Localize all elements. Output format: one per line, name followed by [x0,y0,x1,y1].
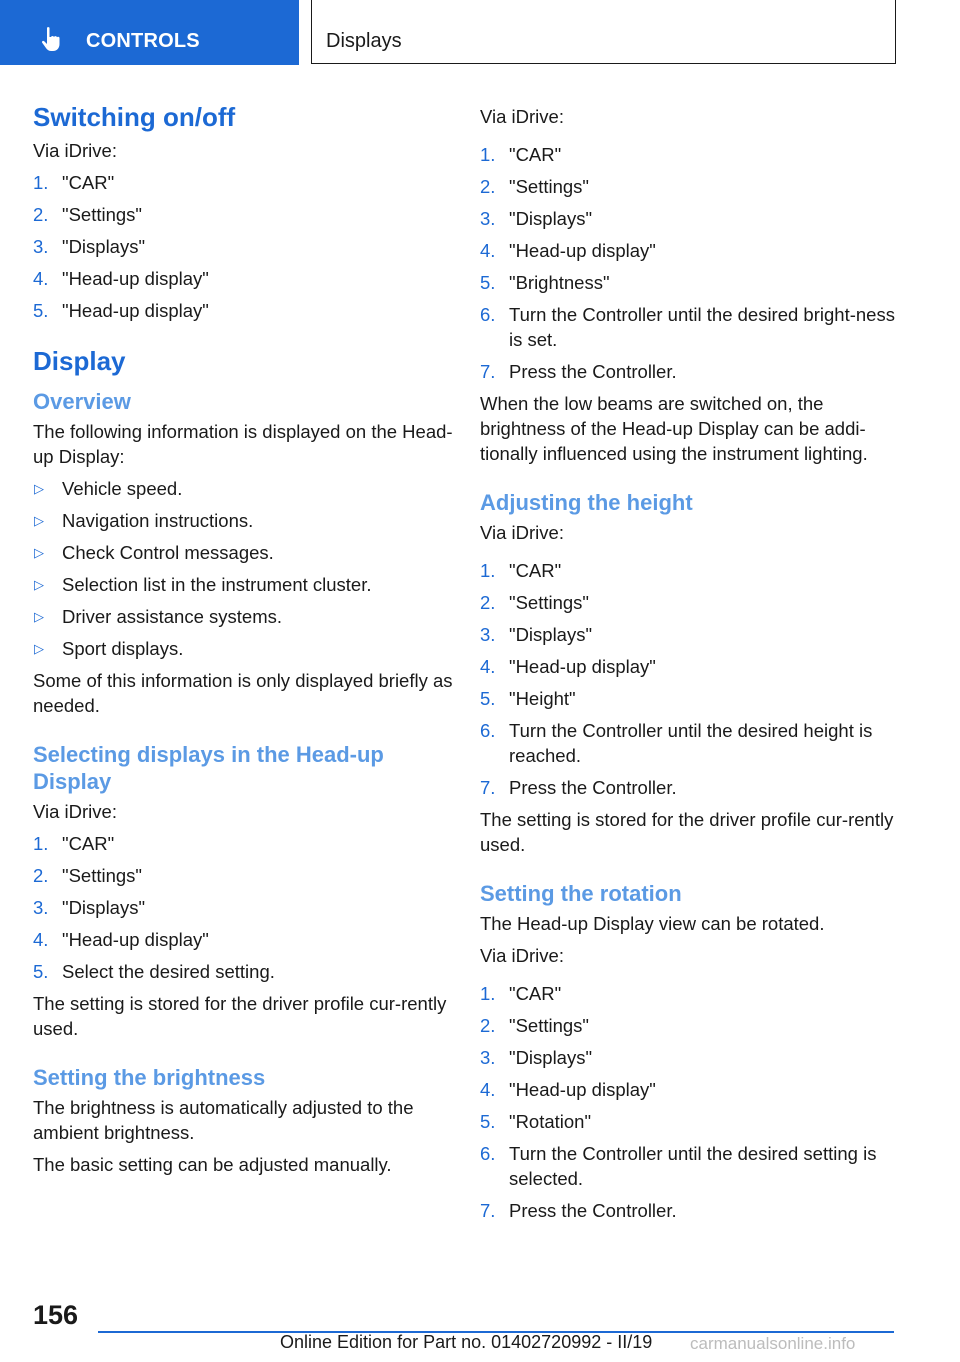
step-text: "Displays" [62,236,146,257]
section-switching [33,100,453,323]
list-item [480,142,900,167]
paragraph: Via iDrive: [33,140,117,161]
list-item [480,1198,900,1223]
list-item [33,298,453,323]
triangle-bullet-icon: ▷ [34,641,44,656]
step-text: "Head-up display" [509,656,656,677]
list-item [480,359,900,384]
numbered-list [33,170,453,323]
list-item [33,508,453,533]
step-text: "CAR" [509,983,562,1004]
section-height [480,489,900,857]
step-number: 4. [480,1079,496,1100]
triangle-bullet-icon: ▷ [34,577,44,592]
watermark: carmanualsonline.info [690,1334,856,1353]
triangle-bullet-icon: ▷ [34,609,44,624]
step-number: 5. [480,688,496,709]
list-item [480,654,900,679]
triangle-bullet-icon: ▷ [34,481,44,496]
right-column [480,104,900,1230]
list-item [33,234,453,259]
step-text: "CAR" [509,560,562,581]
step-text: "Displays" [62,897,146,918]
numbered-list [480,142,900,384]
paragraph: The basic setting can be adjusted manually. [33,1154,392,1175]
step-text: Press the Controller. [509,777,677,798]
bullet-text: Selection list in the instrument cluster. [62,574,372,595]
step-number: 2. [480,1015,496,1036]
numbered-list [480,558,900,800]
heading-switching: Switching on/off [33,102,236,132]
bullet-text: Sport displays. [62,638,184,659]
step-text: Select the desired setting. [62,961,275,982]
heading-display: Display [33,346,126,376]
list-item [33,863,453,888]
heading-selecting-displays: Selecting displays in the Head-up Display [33,742,384,794]
step-number: 7. [480,1200,496,1221]
step-number: 7. [480,777,496,798]
list-item [480,1013,900,1038]
bullet-text: Check Control messages. [62,542,274,563]
step-number: 3. [480,624,496,645]
numbered-list [480,981,900,1223]
list-item [33,831,453,856]
paragraph: The brightness is automatically adjusted to the ambient brightness. [33,1097,414,1143]
bullet-text: Navigation instructions. [62,510,254,531]
list-item [480,590,900,615]
step-text: Turn the Controller until the desired bright-ness is set. [509,304,895,350]
step-number: 3. [480,1047,496,1068]
step-number: 6. [480,304,496,325]
step-number: 6. [480,720,496,741]
step-number: 1. [480,983,496,1004]
header-tab-label: CONTROLS [86,30,200,52]
step-number: 2. [33,865,49,886]
step-text: "Settings" [509,1015,589,1036]
section-overview [33,388,453,718]
step-text: "Settings" [62,204,142,225]
step-number: 3. [33,897,49,918]
section-brightness-continued [480,104,900,466]
paragraph: Via iDrive: [480,522,564,543]
step-number: 4. [480,656,496,677]
step-number: 7. [480,361,496,382]
paragraph: The setting is stored for the driver profile cur-rently used. [480,809,894,855]
step-number: 5. [480,272,496,293]
step-number: 3. [480,208,496,229]
list-item [480,302,900,352]
step-text: "Head-up display" [62,300,209,321]
paragraph: When the low beams are switched on, the brightness of the Head-up Display can be addi-tionally influenced using the instrument lighting. [480,393,868,464]
step-text: "Brightness" [509,272,610,293]
list-item [480,238,900,263]
paragraph: Via iDrive: [480,106,564,127]
step-text: Turn the Controller until the desired height is reached. [509,720,873,766]
list-item [33,202,453,227]
paragraph: The following information is displayed on the Head-up Display: [33,421,453,467]
step-text: "Settings" [509,592,589,613]
section-rotation [480,880,900,1223]
header-section-box [311,0,896,64]
list-item [480,206,900,231]
step-number: 5. [33,300,49,321]
list-item [33,959,453,984]
section-selecting-displays [33,741,453,1041]
list-item [480,558,900,583]
list-item [480,622,900,647]
step-text: "Height" [509,688,576,709]
list-item [480,270,900,295]
step-number: 1. [33,833,49,854]
step-text: "Settings" [62,865,142,886]
step-number: 3. [33,236,49,257]
numbered-list [33,831,453,984]
footer-edition-text: Online Edition for Part no. 01402720992 - II/19 [280,1332,653,1352]
paragraph: The Head-up Display view can be rotated. [480,913,825,934]
list-item [480,1045,900,1070]
step-number: 5. [33,961,49,982]
step-text: "Head-up display" [62,929,209,950]
step-text: "Head-up display" [62,268,209,289]
page-number: 156 [33,1300,79,1330]
step-text: "Displays" [509,1047,593,1068]
step-text: "CAR" [509,144,562,165]
list-item [33,540,453,565]
list-item [33,266,453,291]
step-number: 1. [480,144,496,165]
list-item [480,981,900,1006]
heading-rotation: Setting the rotation [480,881,682,906]
list-item [480,775,900,800]
paragraph: Via iDrive: [480,945,564,966]
list-item [33,927,453,952]
list-item [480,686,900,711]
step-text: Press the Controller. [509,361,677,382]
bullet-list [33,476,453,661]
step-text: "Displays" [509,208,593,229]
step-text: "Settings" [509,176,589,197]
step-number: 2. [33,204,49,225]
list-item [480,1141,900,1191]
list-item [480,1077,900,1102]
header-section-label: Displays [326,30,402,52]
heading-brightness: Setting the brightness [33,1065,266,1090]
step-text: "Displays" [509,624,593,645]
heading-overview: Overview [33,389,131,414]
step-text: Turn the Controller until the desired setting is selected. [509,1143,877,1189]
list-item [480,1109,900,1134]
list-item [33,636,453,661]
header-tab-controls[interactable] [0,0,299,65]
list-item [33,572,453,597]
step-number: 1. [33,172,49,193]
heading-height: Adjusting the height [480,490,693,515]
triangle-bullet-icon: ▷ [34,513,44,528]
paragraph: Some of this information is only displayed briefly as needed. [33,670,453,716]
list-item [33,476,453,501]
hand-pointer-icon [40,26,64,52]
step-text: "CAR" [62,833,115,854]
paragraph: Via iDrive: [33,801,117,822]
step-number: 5. [480,1111,496,1132]
step-number: 4. [33,268,49,289]
paragraph: The setting is stored for the driver profile cur-rently used. [33,993,447,1039]
step-number: 6. [480,1143,496,1164]
list-item [33,604,453,629]
section-brightness [33,1064,453,1177]
left-column [33,100,453,1184]
list-item [480,718,900,768]
triangle-bullet-icon: ▷ [34,545,44,560]
step-text: "Rotation" [509,1111,592,1132]
bullet-text: Driver assistance systems. [62,606,282,627]
step-number: 1. [480,560,496,581]
step-number: 2. [480,176,496,197]
step-text: "CAR" [62,172,115,193]
step-number: 2. [480,592,496,613]
list-item [33,170,453,195]
step-number: 4. [480,240,496,261]
step-text: "Head-up display" [509,1079,656,1100]
list-item [33,895,453,920]
list-item [480,174,900,199]
step-text: "Head-up display" [509,240,656,261]
bullet-text: Vehicle speed. [62,478,183,499]
step-text: Press the Controller. [509,1200,677,1221]
step-number: 4. [33,929,49,950]
